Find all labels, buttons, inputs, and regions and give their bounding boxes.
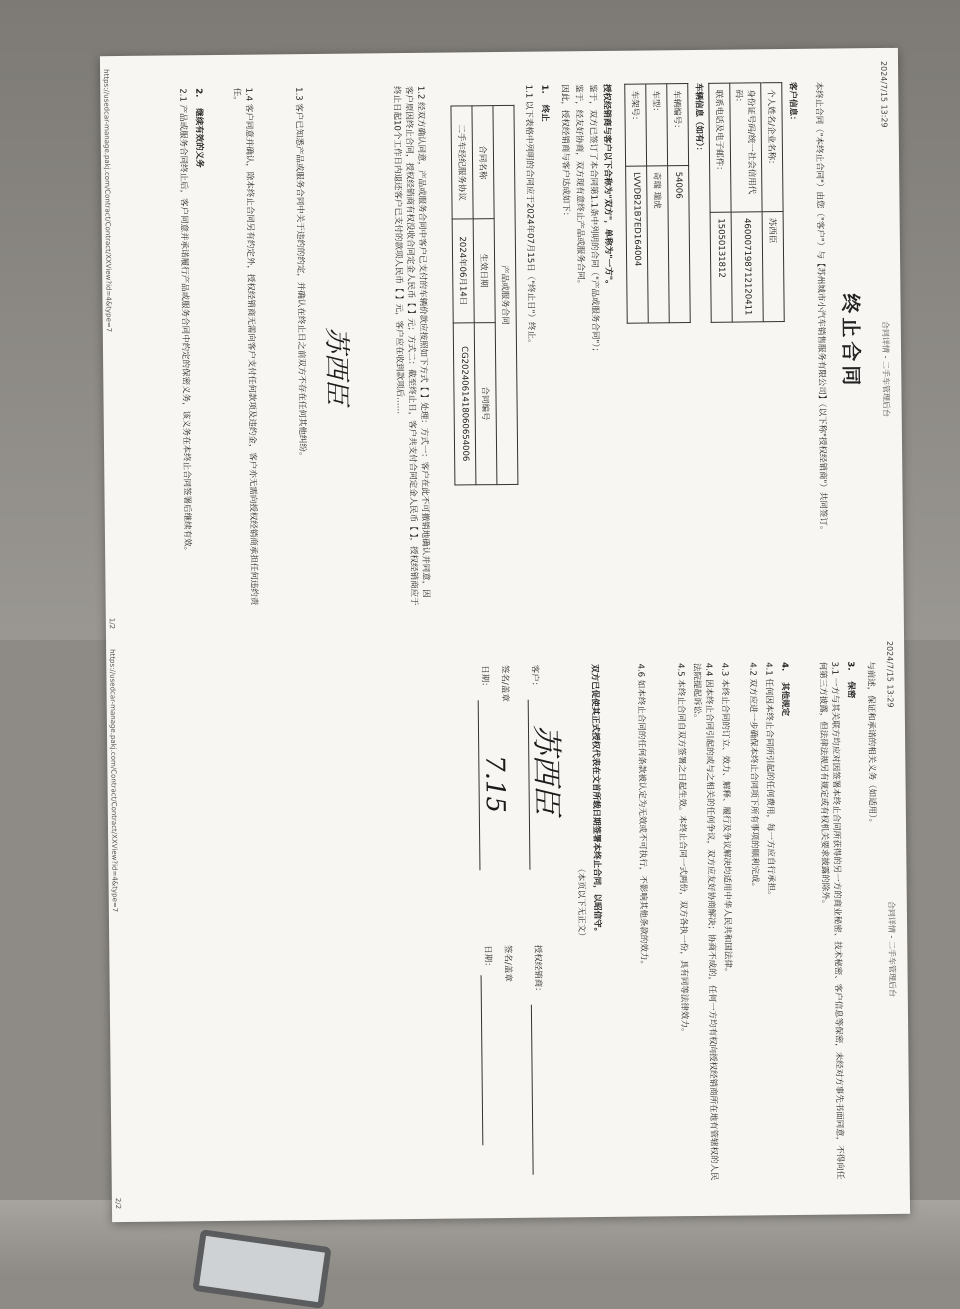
header-center: 合同详情 - 二手车管理后台: [880, 320, 891, 418]
header-center: 合同详情 - 二手车管理后台: [886, 900, 897, 997]
page-2: [110, 641, 906, 1209]
section-1-title: 终止: [539, 104, 550, 122]
table-title: 产品或服务合同: [493, 105, 518, 484]
clause-4-1: 4.1 任何因本终止合同所引起的任何费用，每一方应自行承担。: [763, 662, 776, 900]
section-4-number: 4.: [779, 662, 790, 672]
customer-sign-stamp-label: 签名/盖章: [499, 664, 510, 702]
table-cell: 车架号：: [625, 84, 647, 166]
header-timestamp: 2024/7/15 13:29: [879, 60, 889, 128]
section-3-title: 保密: [845, 681, 856, 699]
customer-info-label: 客户信息：: [787, 81, 798, 125]
table-cell: CG2024061418060654006: [453, 322, 476, 485]
section-3-number: 3.: [845, 661, 856, 671]
clause-1-4: 1.4 客户同意并确认，除本终止合同另有约定外，授权经销商无需向客户支付任何款项及违约金，客户亦无需向授权经销商承担任何违约责任。: [231, 87, 259, 606]
contract-sheet: [100, 48, 910, 1222]
section-2-number: 2.: [193, 88, 204, 98]
table-row: [730, 83, 764, 322]
table-header: 生效日期: [473, 219, 495, 323]
handwritten-date: 7.15: [479, 754, 510, 814]
clause-1-2: 1.2 经双方确认同意，产品或服务合同中客户已支付的车辆价款应按照如下方式【 】处理：方式一：客户在此不可撤销地确认并同意，因客户原因终止合同，授权经销商有权没收合同定金人民币【 】元；方式二：截至终止日，客户共支付合同定金人民币【 】，授权经销商应于终止日起10个工作日内退还客户已支付的款项人民币【 】元，客户应在收到款项后……: [391, 85, 431, 606]
clause-3-1: 3.1 一方与其关联方均应对因签署本终止合同所获得的另一方的商业秘密、技术秘密、客户信息等保密，未经对方事先书面同意，不得向任何第三方披露，但法律法规另有规定或有权机关要求披露的除外。: [817, 661, 845, 1180]
dealer-signature-label: 授权经销商：: [532, 944, 543, 996]
recital-3: 因此，授权经销商与客户达成如下：: [559, 84, 571, 221]
page-footer: [108, 649, 122, 1210]
footer-url: https://usedcar-manage.pakj.com/Contract/Contract/XXView?id=4&type=7: [102, 69, 113, 333]
table-cell: 二手车经纪服务协议: [451, 106, 473, 219]
clause-4-3: 4.3 本终止合同的订立、效力、解释、履行及争议解决均适用中华人民共和国法律。: [719, 662, 733, 977]
clause-1-1: 1.1 以下表格中列明的合同应于2024年07月15日（"终止日"）终止。: [523, 84, 536, 348]
contract-table: [450, 105, 518, 486]
handwritten-signature: 苏西臣: [527, 724, 564, 815]
clause-4-5: 4.5 本终止合同自双方签署之日起生效。本终止合同一式两份，双方各执一份，具有同等法律效力。: [675, 663, 690, 1037]
table-row: [493, 105, 518, 484]
table-cell: 苏西臣: [762, 211, 784, 322]
table-cell: 460007198712120411: [731, 211, 763, 322]
clause-4-6: 4.6 如本终止合同的任何条款被认定为无效或不可执行，不影响其他条款的效力。: [635, 663, 649, 969]
rotated-contract-content: [104, 51, 906, 1219]
table-cell: 联系电话及电子邮件：: [709, 83, 731, 212]
table-cell: 车型：: [646, 84, 668, 166]
table-header: 合同编号: [474, 322, 497, 485]
intro-paragraph: 本终止合同（"本终止合同"）由您（"客户"）与【苏州城市小汽车销售服务有限公司】（以下称"授权经销商"）共同签订。: [813, 81, 828, 535]
page-header: [879, 60, 894, 621]
table-cell: LVVDB21B7ED164004: [626, 166, 649, 324]
table-row: [472, 106, 497, 485]
table-cell: 车辆编号：: [667, 84, 689, 166]
vehicle-info-table: [624, 83, 691, 324]
recital-1: 鉴于，双方已签订了本合同第1.1条中列明的合同（"产品或服务合同"）；: [587, 84, 601, 357]
dealer-date-line: [481, 975, 484, 1145]
table-row: [451, 106, 476, 485]
table-row: [761, 83, 785, 322]
table-cell: 54006: [668, 165, 691, 323]
table-header: 合同名称: [472, 106, 494, 219]
clause-2-1: 2.1 产品或服务合同终止后，客户同意并承诺履行产品或服务合同中约定的保密义务，该义务在本终止合同签署后继续有效。: [177, 88, 193, 556]
document-title: 终止合同: [838, 293, 864, 390]
section-2-title: 继续有效的义务: [193, 108, 205, 168]
table-cell: 奇瑞 瑞虎: [647, 165, 670, 323]
table-cell: 身份证号码/统一社会信用代码：: [730, 83, 762, 212]
dealer-date-label: 日期：: [482, 945, 493, 971]
clause-1-3: 1.3 客户已知悉产品或服务合同中关于违约的约定，并确认在终止日之前双方不存在任何其他纠纷。: [293, 87, 308, 461]
table-cell: 个人姓名/企业名称：: [761, 83, 783, 212]
page-footer: [102, 69, 116, 630]
continuation-text: 与前述，保证和承诺的相关义务（如适用）。: [865, 661, 878, 827]
header-timestamp: 2024/7/15 13:29: [885, 640, 895, 708]
page-1: [104, 61, 900, 629]
footer-url: https://usedcar-manage.pakj.com/Contract/Contract/XXView?id=4&type=7: [108, 649, 119, 913]
table-cell: 15050131812: [710, 212, 732, 323]
no-text-below-note: （本页以下无正文）: [575, 864, 587, 941]
parties-paragraph: 授权经销商与客户以下合称为"双方"，单称为"一方"。: [601, 83, 614, 289]
footer-page-number: 1/2: [107, 617, 116, 630]
customer-info-table: [708, 82, 785, 323]
table-row: [709, 83, 733, 322]
table-cell: 2024年06月14日: [452, 219, 474, 323]
clause-4-4: 4.4 因本终止合同引起的或与之相关的任何争议，双方应友好协商解决；协商不成的，任何一方均有权向授权经销商所在地有管辖权的人民法院提起诉讼。: [691, 662, 719, 1181]
dealer-sign-stamp-label: 签名/盖章: [502, 944, 513, 982]
recital-2: 鉴于，经友好协商，双方现有意终止产品或服务合同。: [573, 84, 586, 289]
section-4-title: 其他规定: [779, 682, 790, 717]
customer-signature-label: 客户：: [529, 664, 540, 691]
table-row: [625, 84, 649, 323]
footer-page-number: 2/2: [113, 1197, 122, 1210]
table-row: [667, 84, 691, 323]
customer-date-label: 日期：: [479, 665, 490, 691]
page-header: [885, 640, 900, 1201]
section-1-number: 1.: [539, 84, 550, 94]
handwritten-name: 苏西臣: [320, 326, 352, 405]
closing-statement: 双方已促使其正式授权代表在文首所载日期签署本终止合同，以昭信守。: [589, 664, 603, 937]
clause-4-2: 4.2 双方应进一步确保本终止合同项下所有事项的顺利完成。: [747, 662, 760, 892]
vehicle-info-label: 车辆信息（如有）：: [693, 82, 704, 156]
table-row: [646, 84, 670, 323]
dealer-signature-line: [531, 1005, 534, 1175]
